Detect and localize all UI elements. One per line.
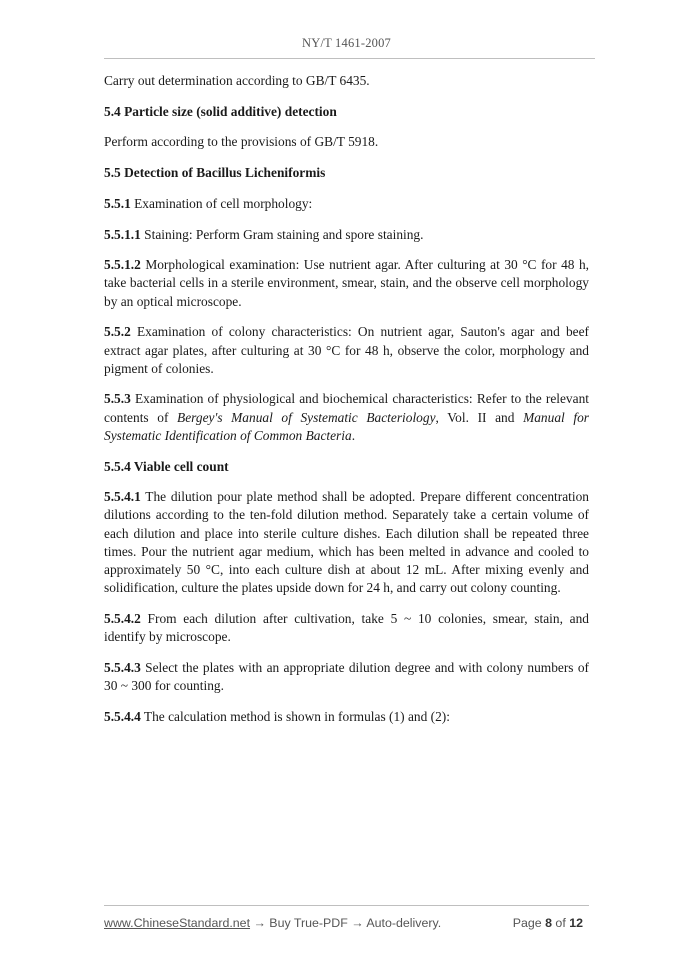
header-divider [104,58,595,59]
clause-5-5-4-2: 5.5.4.2 From each dilution after cultivation, take 5 ~ 10 colonies, smear, stain, and identify by microscope. [104,610,589,645]
section-heading-5-4: 5.4 Particle size (solid additive) detection [104,103,337,119]
clause-5-5-3: 5.5.3 Examination of physiological and biochemical characteristics: Refer to the relevant contents of Bergey's Manual of Systematic Bacteriology, Vol. II and Manual for Systematic Identification of Common Bacteria. [104,391,589,443]
clause-5-5-4-4: 5.5.4.4 The calculation method is shown in formulas (1) and (2): [104,708,450,724]
clause-5-5-2: 5.5.2 Examination of colony characteristics: On nutrient agar, Sauton's agar and beef extract agar plates, after culturing at 30 °C for 48 h, observe the color, morphology and pigment of colonies. [104,324,589,376]
clause-5-5-1-1: 5.5.1.1 Staining: Perform Gram staining and spore staining. [104,226,424,242]
page-header: NY/T 1461-2007 [301,36,392,50]
clause-5-5-4-1: 5.5.4.1 The dilution pour plate method shall be adopted. Prepare different concentration dilutions according to the ten-fold dilution method. Separately take a certain volume of each dilution and place into sterile culture dishes. Each dilution shall be repeated three times. Pour the nutrient agar medium, which has been melted in advance and cooled to approximately 50 °C, into each culture dish at about 12 mL. After mixing evenly and solidification, culture the plates upside down for 24 h, and carry out colony counting. [104,489,589,596]
page-footer [104,916,589,934]
paragraph: Perform according to the provisions of GB/T 5918. [104,134,379,150]
paragraph: Carry out determination according to GB/T 6435. [104,73,370,88]
page-number: Page 8 of 12 [512,916,583,930]
section-heading-5-5: 5.5 Detection of Bacillus Licheniformis [104,165,326,181]
document-body [104,72,589,738]
site-link[interactable]: www.ChineseStandard.net [104,916,251,930]
footer-divider [104,905,589,906]
section-heading-5-5-4: 5.5.4 Viable cell count [104,458,229,474]
footer-promo: www.ChineseStandard.net → Buy True-PDF → Auto-delivery. [104,916,442,930]
clause-5-5-4-3: 5.5.4.3 Select the plates with an appropriate dilution degree and with colony numbers of 30 ~ 300 for counting. [104,659,589,694]
clause-5-5-1: 5.5.1 Examination of cell morphology: [104,195,313,211]
clause-5-5-1-2: 5.5.1.2 Morphological examination: Use nutrient agar. After culturing at 30 °C for 48 h, take bacterial cells in a sterile environment, smear, stain, and the observe cell morphology by an optical microscope. [104,257,589,309]
